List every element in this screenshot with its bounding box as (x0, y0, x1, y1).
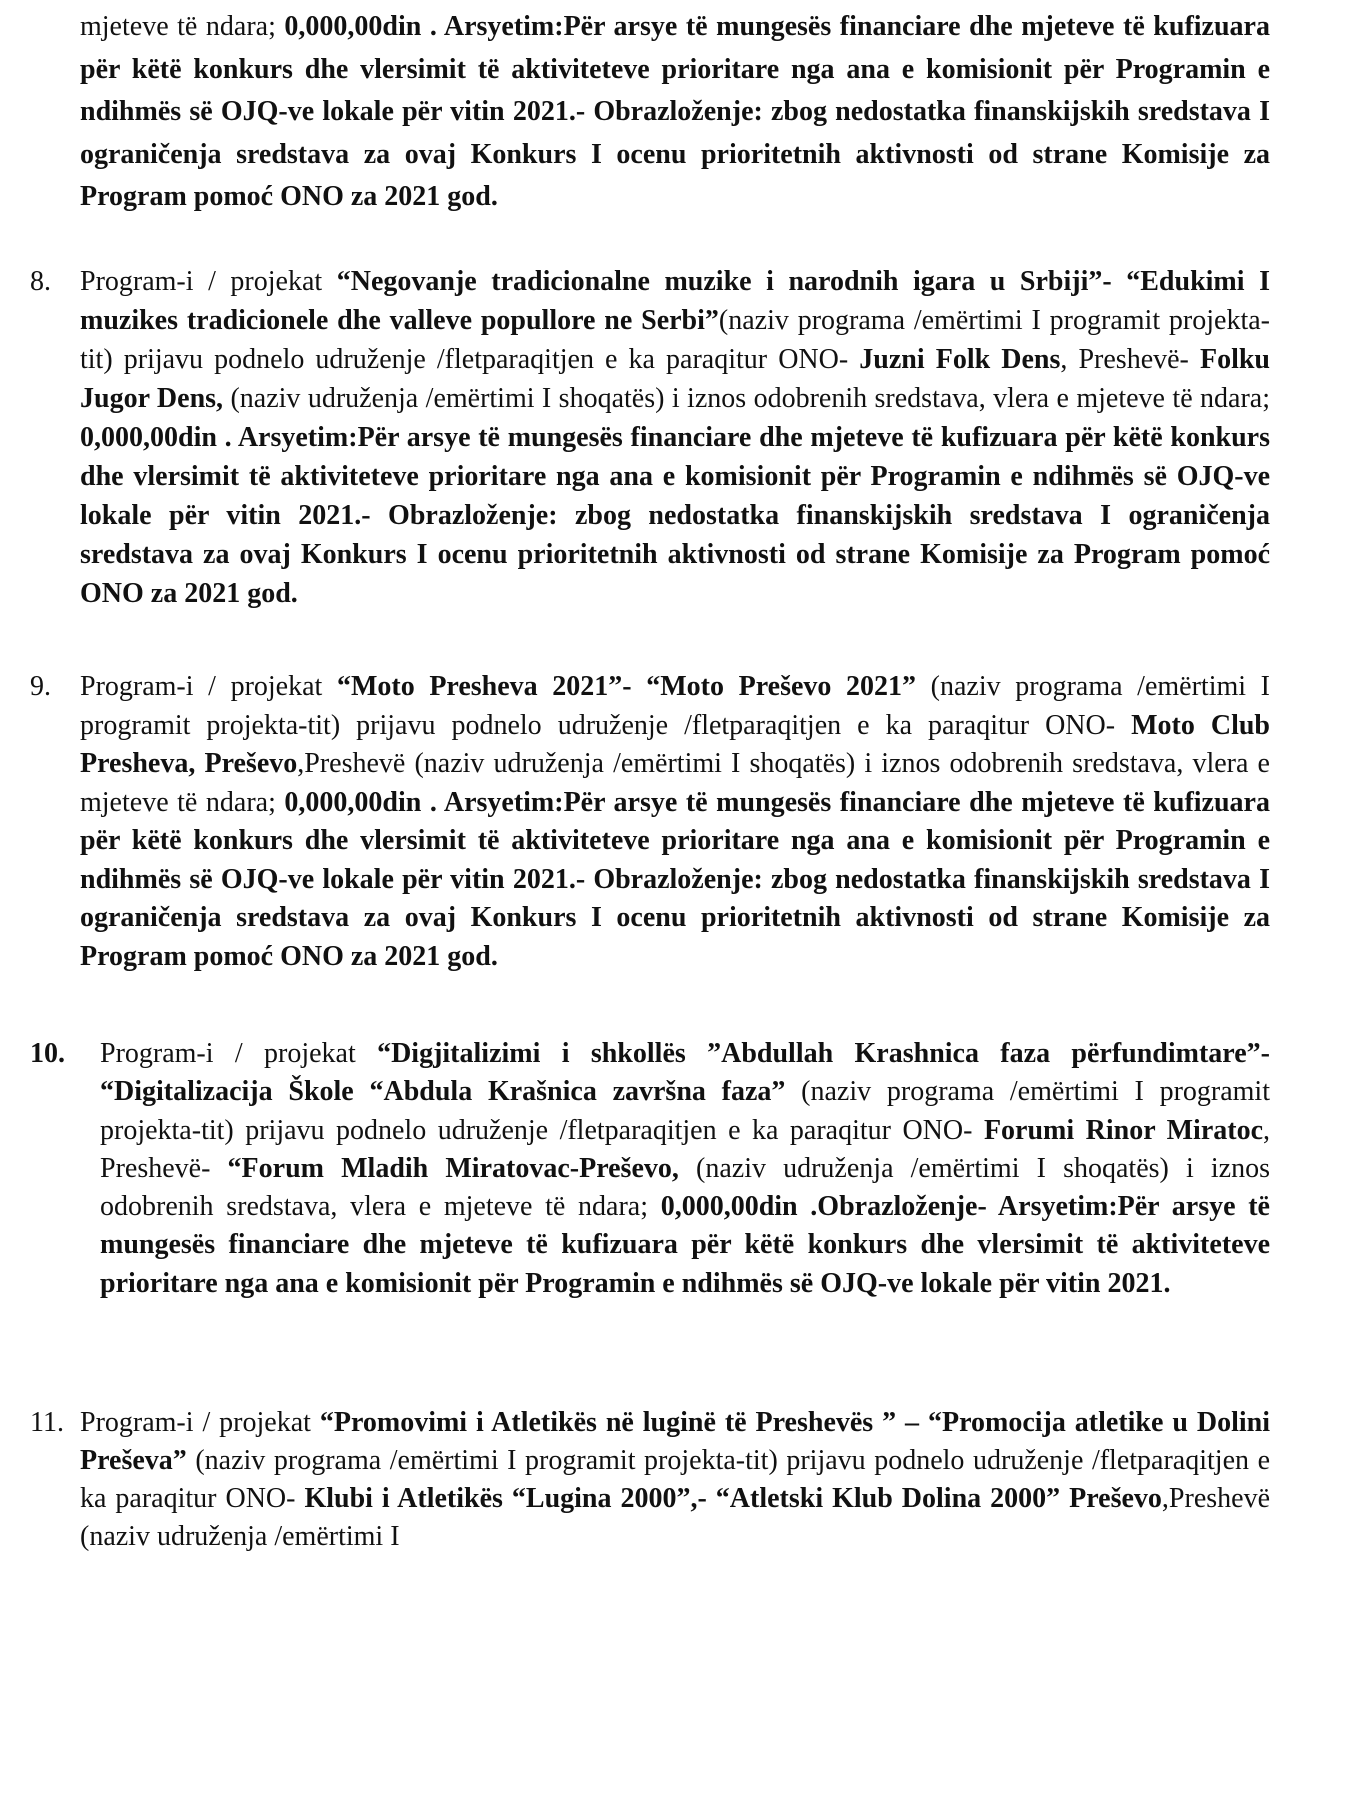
text: , Preshevë- (1060, 344, 1200, 375)
amount: 0,000,00din . (284, 11, 437, 42)
text: , Preshevë- (100, 1114, 1270, 1184)
reason-text: Arsyetim:Për arsye të mungesës financiare dhe mjeteve të kufizuara për këtë konkurs dhe vlersimit të aktiviteteve prioritare nga ana e komisionit për Programin e ndihmës së OJQ-ve lokale për vitin 2021.- Obrazloženje: zbog nedostatka finanskijskih sredstava I ograničenja sredstava za ovaj Konkurs I ocenu prioritetnih aktivnosti od strane Komisije za Program pomoć ONO za 2021 god. (80, 786, 1270, 972)
org-name: Forumi Rinor Miratoc (983, 1114, 1263, 1146)
text: mjeteve të ndara; (80, 11, 285, 42)
text: (naziv udruženja /emërtimi I shoqatës) i iznos odobrenih sredstava, vlera e mjeteve të ndara; (223, 383, 1270, 414)
org-name: Moto Club Presheva, Preševo (80, 709, 1271, 779)
item-text (80, 1404, 1270, 1556)
project-title: “Promovimi i Atletikës në luginë të Preshevës ” – “Promocija atletike u Dolini Preševa” (80, 1407, 1270, 1476)
item-number: 9. (30, 671, 51, 702)
text: (naziv udruženja /emërtimi I shoqatës) i iznos odobrenih sredstava, vlera e mjeteve të ndara; (100, 1152, 1270, 1223)
project-title: “Negovanje tradicionalne muzike i narodnih igara u Srbiji”- “Edukimi I muzikes tradicionele dhe valleve popullore ne Serbi” (80, 266, 1270, 336)
amount: 0,000,00din . (80, 422, 232, 453)
org-name: Folku Jugor Dens, (80, 344, 1270, 414)
item-number: 11. (30, 1407, 64, 1438)
org-name: Klubi i Atletikës “Lugina 2000”,- “Atletski Klub Dolina 2000” Preševo (304, 1483, 1162, 1514)
org-name: Juzni Folk Dens (859, 344, 1061, 375)
amount: 0,000,00din .Obrazloženje- Arsyetim:Për arsye të mungesës financiare dhe mjeteve të kufizuara për këtë konkurs dhe vlersimit të aktiviteteve prioritare nga ana e komisionit për Programin e ndihmës së OJQ-ve lokale për vitin 2021. (100, 1191, 1270, 1299)
org-name: “Forum Mladih Miratovac-Preševo, (227, 1152, 679, 1184)
text: ,Preshevë (naziv udruženja /emërtimi I shoqatës) i iznos odobrenih sredstava, vlera e mjeteve të ndara; (80, 748, 1270, 818)
reason-text: Arsyetim:Për arsye të mungesës financiare dhe mjeteve të kufizuara për këtë konkurs dhe vlersimit të aktiviteteve prioritare nga ana e komisionit për Programin e ndihmës së OJQ-ve lokale për vitin 2021.- Obrazloženje: zbog nedostatka finanskijskih sredstava I ograničenja sredstava za ovaj Konkurs I ocenu prioritetnih aktivnosti od strane Komisije za Program pomoć ONO za 2021 god. (80, 11, 1270, 212)
item-text (80, 668, 1270, 976)
item-number: 10. (30, 1038, 65, 1069)
item-number: 8. (30, 266, 51, 297)
project-title: “Digjitalizimi i shkollës ”Abdullah Krashnica faza përfundimtare”- “Digitalizacija Škole “Abdula Krašnica završna faza” (100, 1038, 1270, 1108)
text: Program-i / projekat (80, 671, 337, 702)
text: Program-i / projekat (100, 1038, 378, 1069)
item-text (80, 262, 1270, 613)
text: (naziv programa /emërtimi I programit projekta-tit) prijavu podnelo udruženje /fletparaqitjen e ka paraqitur ONO- (100, 1076, 1270, 1146)
item-text (100, 1035, 1270, 1303)
text: (naziv programa /emërtimi I programit projekta-tit) prijavu podnelo udruženje /fletparaqitjen e ka paraqitur ONO- (80, 1445, 1270, 1514)
text: (naziv programa /emërtimi I programit projekta-tit) prijavu podnelo udruženje /fletparaqitjen e ka paraqitur ONO- (80, 305, 1270, 375)
list-item-10 (30, 1035, 1270, 1303)
text: ,Preshevë (naziv udruženja /emërtimi I (80, 1483, 1270, 1552)
list-item-8 (30, 262, 1270, 613)
text: Program-i / projekat (80, 1407, 320, 1438)
list-item-9 (30, 668, 1270, 976)
amount: 0,000,00din . (284, 786, 437, 818)
text: Program-i / projekat (80, 266, 337, 297)
reason-text: Arsyetim:Për arsye të mungesës financiare dhe mjeteve të kufizuara për këtë konkurs dhe vlersimit të aktiviteteve prioritare nga ana e komisionit për Programin e ndihmës së OJQ-ve lokale për vitin 2021.- Obrazloženje: zbog nedostatka finanskijskih sredstava I ograničenja sredstava za ovaj Konkurs I ocenu prioritetnih aktivnosti od strane Komisije za Program pomoć ONO za 2021 god. (80, 422, 1270, 609)
item-7-continuation (80, 6, 1270, 219)
list-item-11 (30, 1404, 1270, 1556)
project-title: “Moto Presheva 2021”- “Moto Preševo 2021” (336, 671, 917, 702)
text: (naziv programa /emërtimi I programit projekta-tit) prijavu podnelo udruženje /fletparaqitjen e ka paraqitur ONO- (80, 671, 1270, 741)
